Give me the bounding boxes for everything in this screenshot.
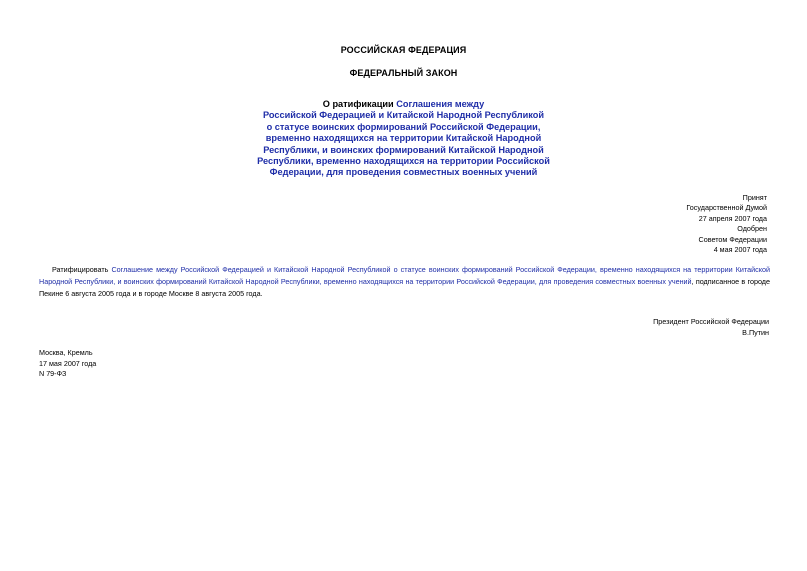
agreement-title-link-line-6[interactable]: Республики, временно находящихся на территории Российской — [257, 156, 550, 167]
law-title — [0, 99, 807, 179]
law-title-prefix: О ратификации — [322, 99, 397, 109]
agreement-body-link[interactable]: Соглашение между Российской Федерацией и Китайской Народной Республикой о статусе воинских формирований Российской Федерации, временно находящихся на территории Китайской Народной Республики, и воинских формирований Китайской Народной Республики, временно находящихся на территории Российской Федерации, для проведения совместных военных учений — [39, 265, 770, 286]
adoption-info — [567, 193, 767, 255]
ratification-paragraph — [39, 264, 770, 299]
signature-block — [569, 317, 769, 338]
agreement-title-link-line-3[interactable]: о статусе воинских формирований Российской Федерации, — [266, 121, 541, 132]
ratification-lead: Ратифицировать — [52, 265, 112, 274]
agreement-title-link[interactable]: Соглашения между — [396, 99, 485, 109]
agreement-title-link-line-5[interactable]: Республики, и воинских формирований Китайской Народной — [263, 144, 544, 155]
law-title-first-line — [0, 99, 807, 110]
law-type-heading: ФЕДЕРАЛЬНЫЙ ЗАКОН — [349, 68, 458, 78]
law-number: N 79-ФЗ — [39, 369, 67, 379]
agreement-title-link-line-7[interactable]: Федерации, для проведения совместных военных учений — [269, 167, 538, 178]
signature-name: В.Путин — [742, 327, 769, 337]
adoption-duma-date: 27 апреля 2007 года — [698, 213, 767, 223]
agreement-title-link-line-2[interactable]: Российской Федерацией и Китайской Народной Республикой — [262, 110, 544, 121]
adoption-duma-label: Государственной Думой — [686, 203, 767, 213]
agreement-title-link-line-4[interactable]: временно находящихся на территории Китайской Народной — [265, 133, 542, 144]
adoption-council-label: Советом Федерации — [698, 234, 767, 244]
signing-place: Москва, Кремль — [39, 348, 93, 357]
place-date-block — [39, 348, 239, 380]
ratification-tail: , подписанное в городе Пекине 6 августа 2005 года и в городе Москве 8 августа 2005 года. — [39, 276, 770, 298]
signature-position: Президент Российской Федерации — [653, 317, 769, 326]
adoption-adopted-label: Принят — [742, 193, 767, 202]
adoption-approved-label: Одобрен — [737, 224, 767, 234]
country-heading: РОССИЙСКАЯ ФЕДЕРАЦИЯ — [340, 45, 467, 55]
signing-date: 17 мая 2007 года — [39, 358, 97, 368]
adoption-council-date: 4 мая 2007 года — [713, 245, 767, 255]
